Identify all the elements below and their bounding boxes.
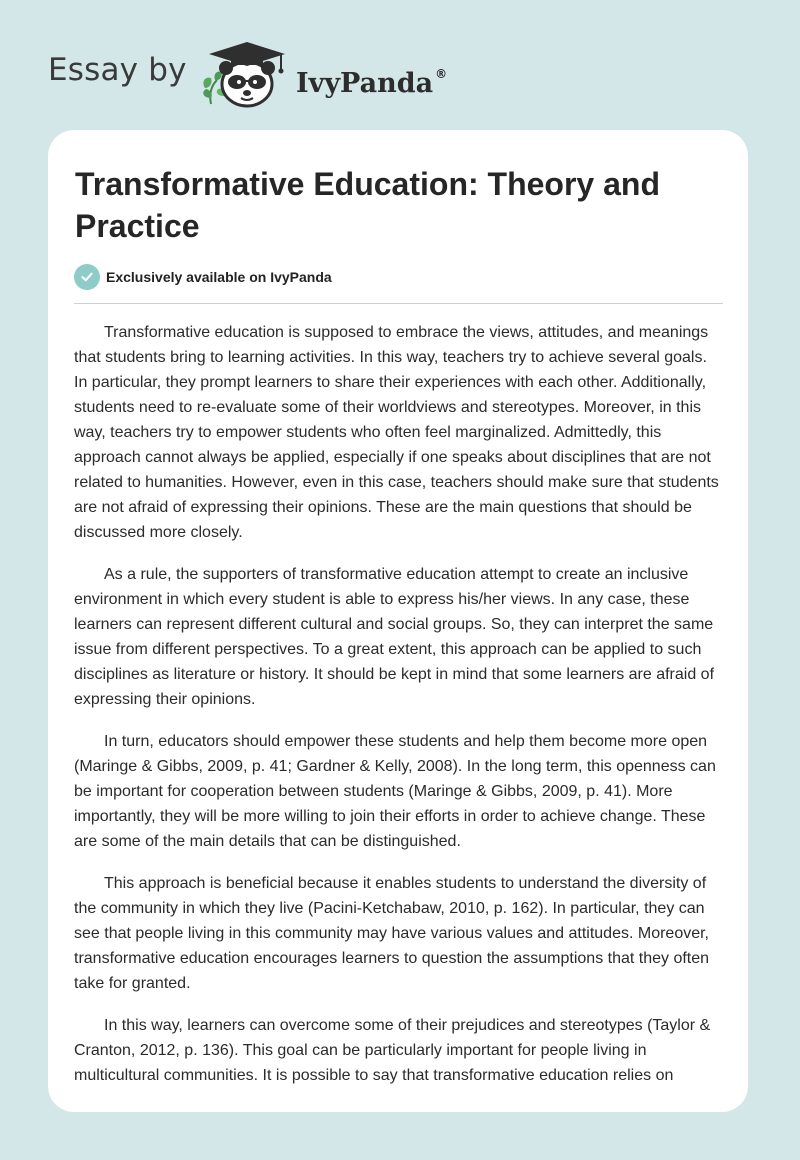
registered-mark: ® <box>435 67 448 81</box>
exclusive-badge <box>74 264 332 290</box>
paragraph: As a rule, the supporters of transformative education attempt to create an inclusive environment in which every student is able to express his/her views. In any case, these learners can represent different cultural and social groups. So, they can interpret the same issue from different perspectives. To a great extent, this approach can be applied to such disciplines as literature or history. It should be kept in mind that some learners are afraid of expressing their opinions. <box>74 566 715 708</box>
paragraph: In this way, learners can overcome some of their prejudices and stereotypes (Taylor & Cranton, 2012, p. 136). This goal can be particularly important for people living in multicultural communities. It is possible to say that transformative education relies on <box>74 1017 711 1084</box>
essay-title: Transformative Education: Theory and Practice <box>75 166 660 244</box>
essay-card <box>48 130 748 1112</box>
brand-name-text: IvyPanda <box>296 68 434 99</box>
paragraph: This approach is beneficial because it enables students to understand the diversity of the community in which they live (Pacini-Ketchabaw, 2010, p. 162). In particular, they can see that people living in this community may have various values and attitudes. Moreover, transformative education encourages learners to question the assumptions that they often take for granted. <box>74 875 710 992</box>
panda-logo-icon <box>197 38 293 108</box>
paragraph: Transformative education is supposed to embrace the views, attitudes, and meanings that students bring to learning activities. In this way, teachers try to achieve several goals. In particular, they prompt learners to share their experiences with each other. Additionally, students need to re-evaluate some of their worldviews and stereotypes. Moreover, in this way, teachers try to empower students who often feel marginalized. Admittedly, this approach cannot always be applied, especially if one speaks about disciplines that are not related to humanities. However, even in this case, teachers should make sure that students are not afraid of expressing their opinions. These are the main questions that should be discussed more closely. <box>74 324 719 541</box>
ivypanda-logo[interactable] <box>197 38 293 108</box>
site-header <box>0 0 800 130</box>
essay-by-label: Essay by <box>48 52 187 88</box>
exclusive-label: Exclusively available on IvyPanda <box>106 269 332 285</box>
brand-name[interactable] <box>296 56 447 102</box>
paragraph: In turn, educators should empower these students and help them become more open (Maringe & Gibbs, 2009, p. 41; Gardner & Kelly, 2008). In the long term, this openness can be important for cooperation between students (Maringe & Gibbs, 2009, p. 41). More importantly, they will be more willing to join their efforts in order to achieve change. These are some of the main details that can be distinguished. <box>74 733 716 850</box>
title-divider <box>74 303 723 304</box>
essay-body <box>74 320 724 1105</box>
check-icon <box>74 264 100 290</box>
